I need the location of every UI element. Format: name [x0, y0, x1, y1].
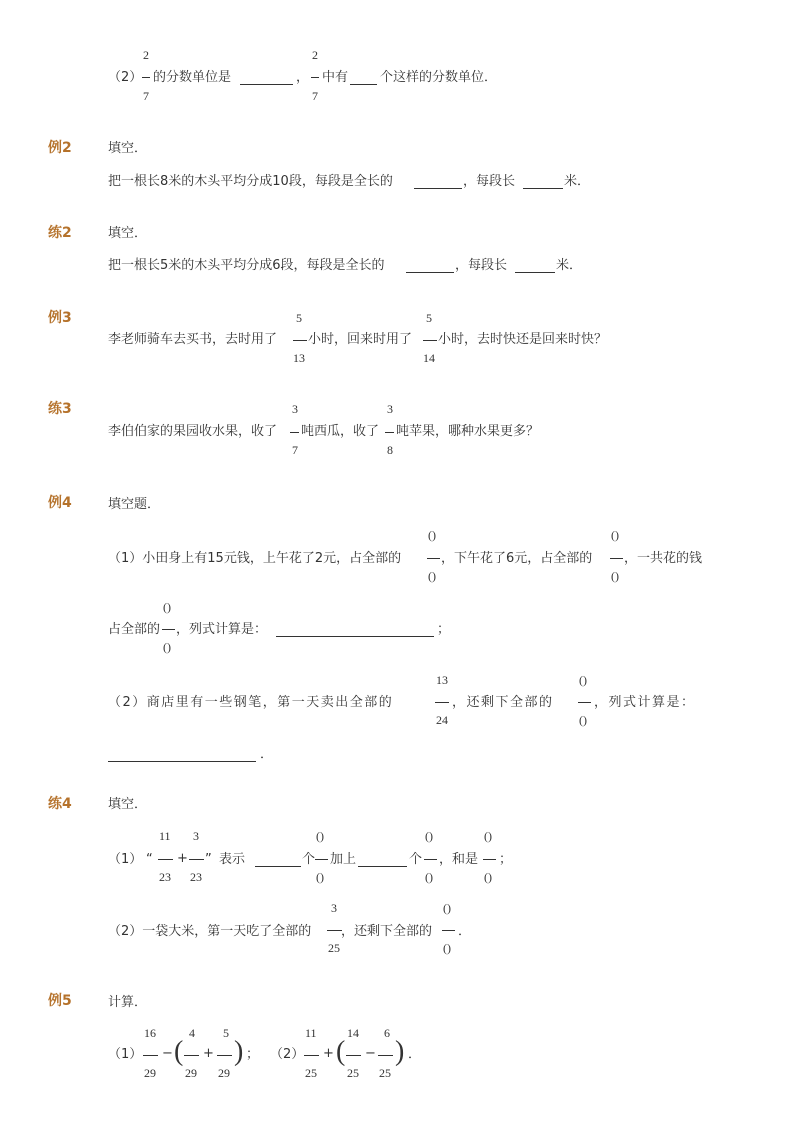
fraction-bar [143, 1055, 158, 1056]
question-text: （2）商店里有一些钢笔，第一天卖出全部的 [108, 695, 394, 710]
fraction-bar [442, 930, 455, 931]
fraction-denominator: 7 [312, 89, 318, 103]
blank-numerator[interactable]: () [428, 528, 436, 542]
blank-numerator[interactable]: () [163, 600, 171, 614]
section-label: 练4 [48, 796, 72, 812]
fraction-numerator: 3 [292, 402, 298, 416]
fraction-numerator: 11 [159, 829, 171, 843]
period: ． [260, 747, 274, 762]
instruction: 填空． [108, 141, 148, 156]
blank-denominator[interactable]: () [484, 870, 492, 884]
section-label: 例2 [48, 140, 72, 156]
fraction-denominator: 23 [190, 870, 202, 884]
fraction-denominator: 8 [387, 443, 393, 457]
section-label: 例3 [48, 310, 72, 326]
blank-denominator[interactable]: () [163, 640, 171, 654]
answer-blank[interactable] [108, 750, 256, 762]
question-number: （2） [108, 70, 143, 85]
instruction: 填空． [108, 226, 148, 241]
question-text: 李伯伯家的果园收水果，收了 [108, 424, 278, 439]
question-number: （1） [108, 852, 143, 867]
left-parenthesis: ( [336, 1036, 346, 1067]
fraction-numerator: 3 [193, 829, 199, 843]
fraction-numerator: 6 [384, 1026, 390, 1040]
fraction-denominator: 29 [185, 1066, 197, 1080]
plus-sign: + [323, 1046, 334, 1061]
section-label: 例4 [48, 495, 72, 511]
blank-denominator[interactable]: () [316, 870, 324, 884]
question-text: ，下午花了6元，占全部的 [441, 551, 593, 566]
question-text: 个 [409, 852, 423, 867]
answer-blank[interactable] [406, 261, 454, 273]
fraction-numerator: 5 [223, 1026, 229, 1040]
question-text: ，每段长 [463, 174, 516, 189]
fraction-bar [293, 340, 307, 341]
fraction-bar [162, 629, 175, 630]
minus-sign: − [365, 1046, 376, 1061]
blank-numerator[interactable]: () [611, 528, 619, 542]
answer-blank[interactable] [414, 177, 462, 189]
instruction: 填空题． [108, 497, 161, 512]
blank-denominator[interactable]: () [579, 713, 587, 727]
question-text: 加上 [330, 852, 357, 867]
question-number: （2） [270, 1047, 305, 1062]
fraction-bar [346, 1055, 361, 1056]
fraction-denominator: 24 [436, 713, 448, 727]
question-text: 李老师骑车去买书，去时用了 [108, 332, 278, 347]
minus-sign: − [162, 1046, 173, 1061]
fraction-denominator: 25 [347, 1066, 359, 1080]
fraction-numerator: 13 [436, 673, 448, 687]
question-text: 占全部的 [108, 622, 161, 637]
fraction-bar [427, 558, 440, 559]
question-text: ，还剩下全部的 [341, 924, 433, 939]
blank-denominator[interactable]: () [611, 569, 619, 583]
fraction-denominator: 25 [328, 941, 340, 955]
fraction-bar [327, 930, 342, 931]
fraction-numerator: 3 [387, 402, 393, 416]
left-parenthesis: ( [174, 1036, 184, 1067]
question-text: 个这样的分数单位． [380, 70, 498, 85]
fraction-bar [483, 859, 496, 860]
question-text: ，每段长 [455, 258, 508, 273]
section-label: 练2 [48, 225, 72, 241]
fraction-denominator: 13 [293, 351, 305, 365]
fraction-denominator: 7 [143, 89, 149, 103]
fraction-bar [315, 859, 328, 860]
instruction: 计算． [108, 995, 148, 1010]
question-text: 小时，去时快还是回来时快？ [438, 332, 608, 347]
blank-numerator[interactable]: () [425, 829, 433, 843]
question-text: 米． [564, 174, 591, 189]
blank-denominator[interactable]: () [425, 870, 433, 884]
fraction-bar [578, 702, 591, 703]
section-label: 例5 [48, 993, 72, 1009]
fraction-bar [378, 1055, 393, 1056]
question-text: 个 [302, 852, 316, 867]
fraction-bar [290, 432, 299, 433]
fraction-bar [158, 859, 173, 860]
fraction-numerator: 5 [426, 311, 432, 325]
fraction-denominator: 25 [379, 1066, 391, 1080]
fraction-denominator: 25 [305, 1066, 317, 1080]
blank-numerator[interactable]: () [484, 829, 492, 843]
fraction-bar [435, 702, 449, 703]
answer-blank[interactable] [240, 73, 293, 85]
answer-blank[interactable] [276, 625, 434, 637]
question-text: ，一共花的钱 [624, 551, 703, 566]
question-text: 把一根长8米的木头平均分成10段，每段是全长的 [108, 174, 393, 189]
blank-numerator[interactable]: () [316, 829, 324, 843]
fraction-denominator: 23 [159, 870, 171, 884]
close-quote: ” [205, 852, 212, 867]
right-parenthesis: ) [234, 1036, 244, 1067]
fraction-bar [311, 77, 319, 78]
fraction-numerator: 5 [296, 311, 302, 325]
period: ． [458, 924, 472, 939]
question-text: ，列式计算是： [594, 695, 696, 710]
fraction-numerator: 2 [312, 48, 318, 62]
fraction-numerator: 14 [347, 1026, 359, 1040]
fraction-denominator: 29 [144, 1066, 156, 1080]
fraction-denominator: 7 [292, 443, 298, 457]
answer-blank[interactable] [515, 261, 555, 273]
open-quote: “ [146, 852, 153, 867]
question-number: （1） [108, 1047, 143, 1062]
fraction-bar [610, 558, 623, 559]
fraction-denominator: 29 [218, 1066, 230, 1080]
question-text: 小时，回来时用了 [308, 332, 413, 347]
semicolon: ； [499, 852, 513, 867]
question-text: 把一根长5米的木头平均分成6段，每段是全长的 [108, 258, 385, 273]
fraction-bar [385, 432, 394, 433]
question-text: 中有 [322, 70, 349, 85]
answer-blank[interactable] [358, 855, 407, 867]
answer-blank[interactable] [350, 73, 377, 85]
question-text: ，列式计算是： [176, 622, 268, 637]
fraction-numerator: 11 [305, 1026, 317, 1040]
blank-numerator[interactable]: () [443, 901, 451, 915]
fraction-numerator: 4 [189, 1026, 195, 1040]
blank-denominator[interactable]: () [428, 569, 436, 583]
answer-blank[interactable] [523, 177, 563, 189]
question-text: 吨苹果，哪种水果更多？ [396, 424, 540, 439]
fraction-bar [423, 340, 437, 341]
instruction: 填空． [108, 797, 148, 812]
fraction-bar [184, 1055, 199, 1056]
answer-blank[interactable] [255, 855, 301, 867]
fraction-numerator: 16 [144, 1026, 156, 1040]
question-text: ，还剩下全部的 [452, 695, 554, 710]
section-label: 练3 [48, 401, 72, 417]
question-text: ，和是 [439, 852, 479, 867]
blank-denominator[interactable]: () [443, 941, 451, 955]
fraction-bar [424, 859, 437, 860]
fraction-bar [217, 1055, 232, 1056]
period: ． [408, 1047, 422, 1062]
right-parenthesis: ) [395, 1036, 405, 1067]
question-text: 吨西瓜，收了 [301, 424, 380, 439]
question-text: 米． [556, 258, 583, 273]
plus-sign: + [203, 1046, 214, 1061]
plus-sign: + [177, 851, 188, 866]
fraction-bar [142, 77, 150, 78]
fraction-numerator: 3 [331, 901, 337, 915]
fraction-bar [189, 859, 204, 860]
question-text: 表示 [219, 852, 246, 867]
semicolon: ； [437, 622, 451, 637]
question-text: （1）小田身上有15元钱，上午花了2元，占全部的 [108, 551, 402, 566]
fraction-numerator: 2 [143, 48, 149, 62]
fraction-bar [304, 1055, 319, 1056]
fraction-denominator: 14 [423, 351, 435, 365]
semicolon: ； [246, 1047, 260, 1062]
question-text: （2）一袋大米，第一天吃了全部的 [108, 924, 312, 939]
question-text: 的分数单位是 [153, 70, 232, 85]
blank-numerator[interactable]: () [579, 673, 587, 687]
comma: ， [296, 70, 310, 85]
